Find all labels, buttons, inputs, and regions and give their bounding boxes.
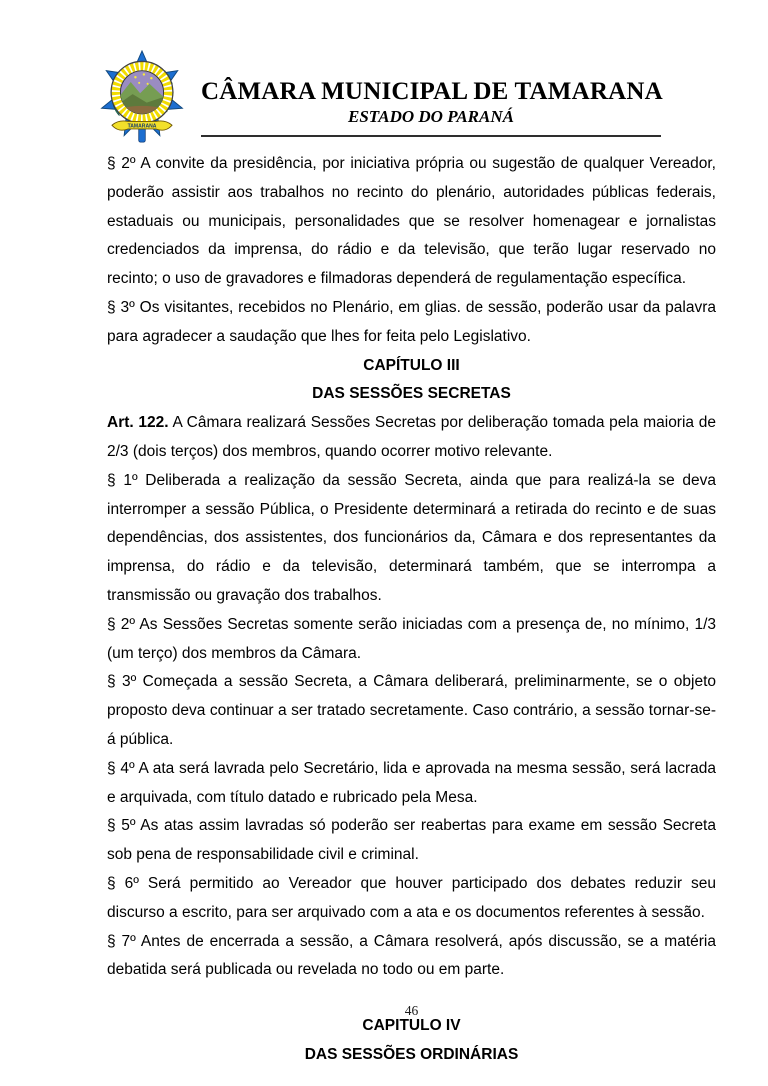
paragraph: § 7º Antes de encerrada a sessão, a Câmara resolverá, após discussão, se a matéria debatida será publicada ou revelada no todo ou em parte. <box>107 932 716 979</box>
crest-banner <box>112 121 172 130</box>
chapter-heading: CAPITULO IV <box>362 1017 461 1035</box>
letterhead <box>201 78 661 137</box>
page-number: 46 <box>404 1003 419 1018</box>
org-title: CÂMARA MUNICIPAL DE TAMARANA <box>201 78 663 105</box>
chapter-heading: DAS SESSÕES SECRETAS <box>312 385 511 403</box>
paragraph <box>107 409 716 467</box>
document-body <box>107 150 716 1070</box>
paragraph: § 6º Será permitido ao Vereador que houver participado dos debates reduzir seu discurso a escrito, para ser arquivado com a ata e os documentos referentes à sessão. <box>107 874 716 921</box>
chapter-heading: DAS SESSÕES ORDINÁRIAS <box>304 1045 519 1063</box>
paragraph: § 3º Começada a sessão Secreta, a Câmara deliberará, preliminarmente, se o objeto proposto deva continuar a ser tratado secretamente. Caso contrário, a sessão tornar-se-á pública. <box>107 673 716 748</box>
article-number: Art. 122. <box>107 414 169 432</box>
paragraph: § 2º As Sessões Secretas somente serão iniciadas com a presença de, no mínimo, 1/3 (um terço) dos membros da Câmara. <box>107 615 716 662</box>
paragraph: § 3º Os visitantes, recebidos no Plenário, em glias. de sessão, poderão usar da palavra para agradecer a saudação que lhes for feita pelo Legislativo. <box>107 298 716 345</box>
crest-banner-text: TAMARANA <box>127 123 157 130</box>
paragraph: § 1º Deliberada a realização da sessão Secreta, ainda que para realizá-la se deva interromper a sessão Pública, o Presidente determinará a retirada do recinto e de suas dependências, dos assistentes, dos funcionários da, Câmara e dos representantes da imprensa, do rádio e da televisão, determinará também, que se interrompa a transmissão ou gravação dos trabalhos. <box>107 471 716 604</box>
paragraph: § 4º A ata será lavrada pelo Secretário, lida e aprovada na mesma sessão, será lacrada e arquivada, com título datado e rubricado pela Mesa. <box>107 759 716 806</box>
chapter-heading: CAPÍTULO III <box>363 356 460 374</box>
coat-of-arms <box>93 50 191 144</box>
paragraph: § 2º A convite da presidência, por iniciativa própria ou sugestão de qualquer Vereador, poderão assistir aos trabalhos no recinto do plenário, autoridades públicas federais, estaduais ou municipais, personalidades que se resolver homenagear e jornalistas credenciados da imprensa, do rádio e da televisão, que terão lugar reservado no recinto; o uso de gravadores e filmadoras dependerá de regulamentação específica. <box>107 155 716 288</box>
paragraph-text: A Câmara realizará Sessões Secretas por deliberação tomada pela maioria de 2/3 (dois terços) dos membros, quando ocorrer motivo relevante. <box>107 414 717 460</box>
paragraph: § 5º As atas assim lavradas só poderão ser reabertas para exame em sessão Secreta sob pena de responsabilidade civil e criminal. <box>107 817 716 864</box>
org-subtitle: ESTADO DO PARANÁ <box>348 107 514 126</box>
